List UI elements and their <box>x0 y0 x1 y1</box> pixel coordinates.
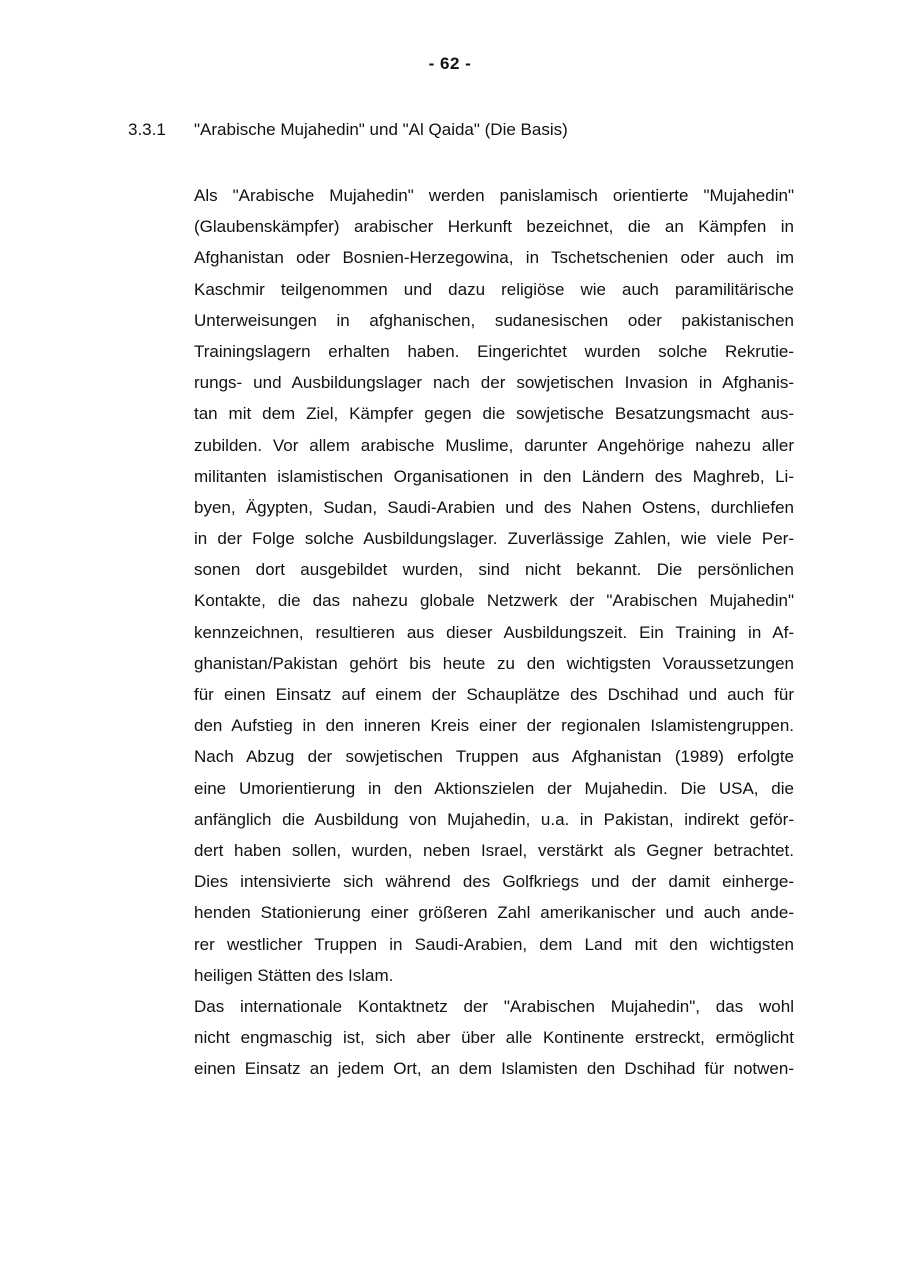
text-line: militanten islamistischen Organisationen in den Ländern des Maghreb, Li- <box>194 466 794 486</box>
section-heading <box>128 119 808 141</box>
text-line: anfänglich die Ausbildung von Mujahedin, u.a. in Pakistan, indirekt geför- <box>194 809 794 829</box>
text-line: zubilden. Vor allem arabische Muslime, darunter Angehörige nahezu aller <box>194 435 794 455</box>
text-line: Als "Arabische Mujahedin" werden panislamisch orientierte "Mujahedin" <box>194 186 794 205</box>
text-line: ghanistan/Pakistan gehört bis heute zu den wichtigsten Voraussetzungen <box>194 653 794 673</box>
text-line: Unterweisungen in afghanischen, sudanesischen oder pakistanischen <box>194 310 794 330</box>
text-line: Afghanistan oder Bosnien-Herzegowina, in Tschetschenien oder auch im <box>194 248 794 268</box>
section-number: 3.3.1 <box>128 120 166 139</box>
paragraph-1 <box>194 180 794 991</box>
text-line: eine Umorientierung in den Aktionszielen der Mujahedin. Die USA, die <box>194 778 794 798</box>
text-line: dert haben sollen, wurden, neben Israel, verstärkt als Gegner betrachtet. <box>194 840 794 860</box>
text-line: heiligen Stätten des Islam. <box>194 965 394 985</box>
body-text <box>194 180 794 1084</box>
text-line: nicht engmaschig ist, sich aber über alle Kontinente erstreckt, ermöglicht <box>194 1028 794 1048</box>
text-line: für einen Einsatz auf einem der Schauplätze des Dschihad und auch für <box>194 685 794 704</box>
text-line: Nach Abzug der sowjetischen Truppen aus Afghanistan (1989) erfolgte <box>194 747 794 767</box>
text-line: byen, Ägypten, Sudan, Saudi-Arabien und des Nahen Ostens, durchliefen <box>194 497 794 517</box>
text-line: in der Folge solche Ausbildungslager. Zuverlässige Zahlen, wie viele Per- <box>194 529 794 549</box>
text-line: einen Einsatz an jedem Ort, an dem Islamisten den Dschihad für notwen- <box>194 1059 794 1079</box>
section-title: "Arabische Mujahedin" und "Al Qaida" (Die Basis) <box>194 120 568 139</box>
text-line: rer westlicher Truppen in Saudi-Arabien, dem Land mit den wichtigsten <box>194 934 794 954</box>
page-number: - 62 - <box>428 54 472 73</box>
text-line: kennzeichnen, resultieren aus dieser Ausbildungszeit. Ein Training in Af- <box>194 622 794 642</box>
text-line: rungs- und Ausbildungslager nach der sowjetischen Invasion in Afghanis- <box>194 373 794 393</box>
text-line: Das internationale Kontaktnetz der "Arabischen Mujahedin", das wohl <box>194 996 794 1016</box>
text-line: sonen dort ausgebildet wurden, sind nicht bekannt. Die persönlichen <box>194 560 794 580</box>
text-line: tan mit dem Ziel, Kämpfer gegen die sowjetische Besatzungsmacht aus- <box>194 404 794 424</box>
text-line: henden Stationierung einer größeren Zahl amerikanischer und auch ande- <box>194 903 794 923</box>
paragraph-2 <box>194 991 794 1085</box>
text-line: Trainingslagern erhalten haben. Eingerichtet wurden solche Rekrutie- <box>194 341 794 361</box>
text-line: den Aufstieg in den inneren Kreis einer der regionalen Islamistengruppen. <box>194 716 794 736</box>
text-line: (Glaubenskämpfer) arabischer Herkunft bezeichnet, die an Kämpfen in <box>194 217 794 237</box>
text-line: Kaschmir teilgenommen und dazu religiöse wie auch paramilitärische <box>194 279 794 299</box>
text-line: Kontakte, die das nahezu globale Netzwerk der "Arabischen Mujahedin" <box>194 591 794 611</box>
text-line: Dies intensivierte sich während des Golfkriegs und der damit einherge- <box>194 872 794 892</box>
